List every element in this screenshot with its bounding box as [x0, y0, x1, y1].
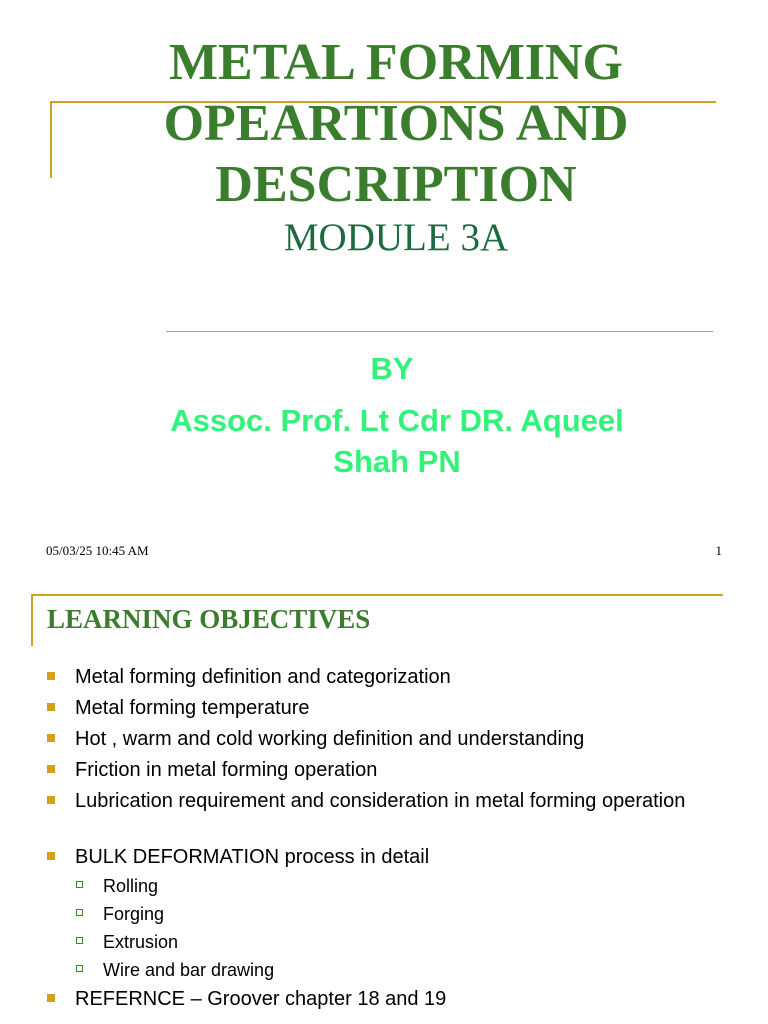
list-item-text: Lubrication requirement and consideration in metal forming operation — [75, 790, 686, 812]
list-item — [47, 844, 697, 870]
list-item-text: Friction in metal forming operation — [75, 759, 378, 781]
square-bullet-icon — [47, 703, 55, 711]
sub-list-item — [76, 902, 696, 926]
sub-list-item-text: Forging — [103, 904, 165, 924]
author-line: Assoc. Prof. Lt Cdr DR. Aqueel — [170, 403, 624, 438]
list-item — [47, 695, 697, 721]
gold-rule-top — [31, 594, 723, 596]
sub-list-item — [76, 958, 696, 982]
sub-list-item — [76, 930, 696, 954]
square-bullet-icon — [47, 852, 55, 860]
sub-list-item — [76, 874, 696, 898]
list-item-text: Hot , warm and cold working definition and understanding — [75, 728, 585, 750]
gold-rule-left — [50, 101, 52, 178]
list-item-reference — [47, 986, 697, 1012]
hollow-square-bullet-icon — [76, 937, 83, 944]
slide-title-line: METAL FORMING — [168, 34, 624, 91]
square-bullet-icon — [47, 765, 55, 773]
square-bullet-icon — [47, 796, 55, 804]
hollow-square-bullet-icon — [76, 881, 83, 888]
hollow-square-bullet-icon — [76, 965, 83, 972]
sub-list-item-text: Wire and bar drawing — [103, 960, 275, 980]
square-bullet-icon — [47, 672, 55, 680]
gold-rule-left — [31, 594, 33, 646]
slide-subtitle: MODULE 3A — [283, 216, 509, 259]
author-line: Shah PN — [333, 444, 461, 479]
list-item — [47, 788, 697, 814]
list-item — [47, 664, 697, 690]
section-heading: LEARNING OBJECTIVES — [47, 604, 371, 634]
slide-page-number: 1 — [715, 543, 722, 558]
slide-title-line: OPEARTIONS AND — [163, 95, 629, 152]
list-item-text: Metal forming temperature — [75, 697, 310, 719]
list-item-text: BULK DEFORMATION process in detail — [75, 846, 430, 868]
square-bullet-icon — [47, 994, 55, 1002]
slide-title — [60, 32, 732, 215]
slide-title-line: DESCRIPTION — [215, 156, 577, 213]
slide-datetime: 05/03/25 10:45 AM — [46, 543, 149, 558]
author-name — [60, 400, 734, 482]
square-bullet-icon — [47, 734, 55, 742]
list-item-text: REFERNCE – Groover chapter 18 and 19 — [75, 988, 447, 1010]
objectives-slide — [0, 580, 768, 1024]
sub-list-item-text: Extrusion — [103, 932, 179, 952]
list-item — [47, 726, 697, 752]
list-item — [47, 757, 697, 783]
by-label: BY — [370, 351, 414, 386]
list-item-text: Metal forming definition and categorization — [75, 666, 451, 688]
hollow-square-bullet-icon — [76, 909, 83, 916]
sub-list-item-text: Rolling — [103, 876, 159, 896]
gold-rule-middle — [166, 331, 713, 332]
